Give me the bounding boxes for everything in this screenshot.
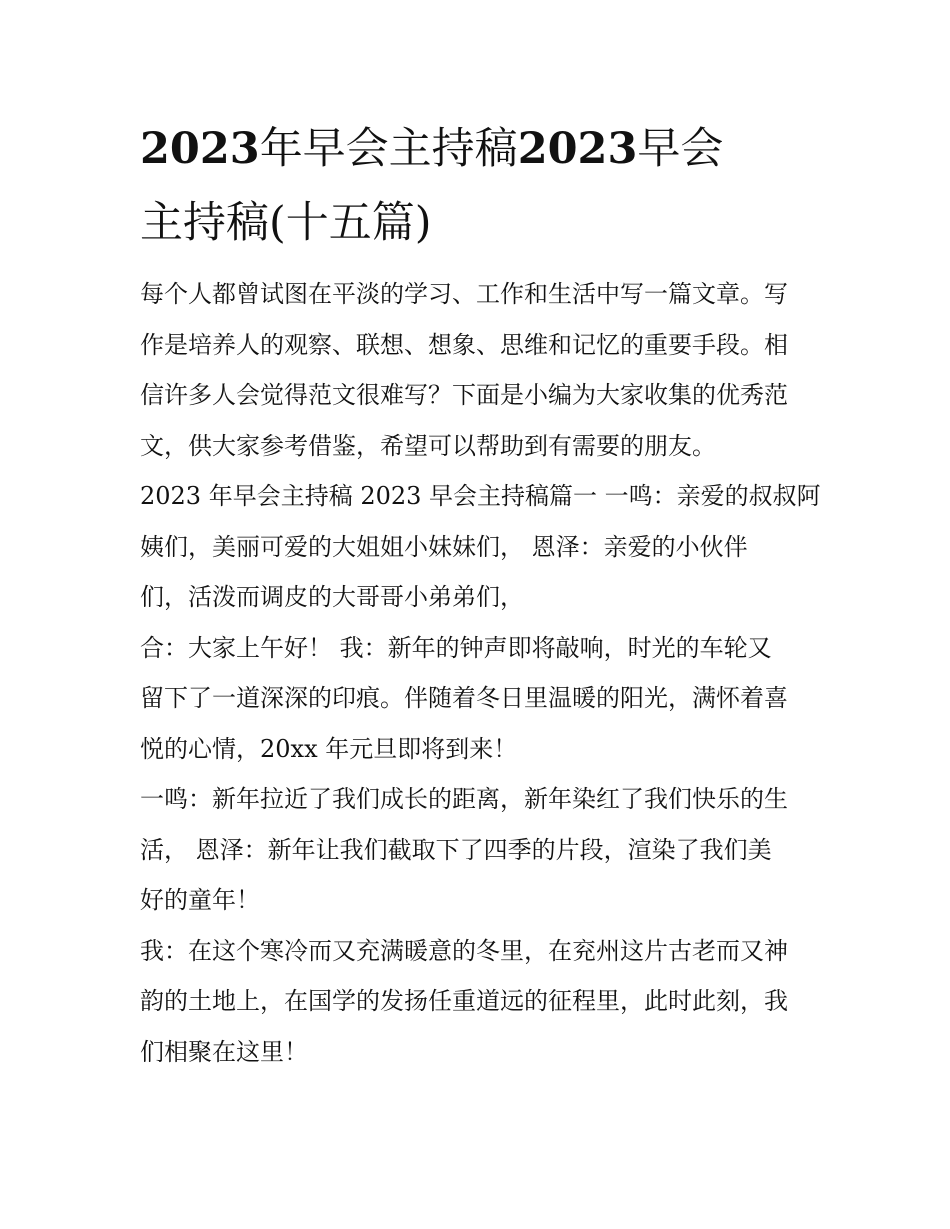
paragraph-line: 2023 年早会主持稿 2023 早会主持稿篇一 一鸣：亲爱的叔叔阿 — [140, 482, 821, 510]
document-title — [140, 112, 812, 260]
paragraph-intro — [140, 269, 812, 471]
paragraph-opening — [140, 471, 821, 623]
paragraph-line: 合：大家上午好！ 我：新年的钟声即将敲响，时光的车轮又 — [140, 633, 772, 662]
title-year: 2023 — [140, 124, 260, 174]
document-content — [140, 112, 821, 1077]
title-line-1 — [140, 112, 812, 186]
paragraph-line: 活， 恩泽：新年让我们截取下了四季的片段，渲染了我们美 — [140, 835, 772, 864]
paragraph-gathering — [140, 926, 812, 1078]
title-text: 早会 — [637, 124, 724, 174]
title-line-2: 主持稿(十五篇) — [140, 198, 432, 248]
paragraph-line: 悦的心情，20xx 年元旦即将到来！ — [140, 734, 518, 763]
paragraph-line: 姨们，美丽可爱的大姐姐小妹妹们， 恩泽：亲爱的小伙伴 — [140, 532, 748, 561]
paragraph-line: 韵的土地上，在国学的发扬任重道远的征程里，此时此刻，我 — [140, 987, 788, 1015]
title-text: 年早会主持稿 — [259, 124, 518, 174]
paragraph-line: 们相聚在这里！ — [140, 1037, 308, 1066]
paragraph-line: 一鸣：新年拉近了我们成长的距离，新年染红了我们快乐的生 — [140, 785, 788, 813]
paragraph-new-year — [140, 774, 812, 926]
paragraph-line: 好的童年！ — [140, 886, 260, 914]
paragraph-line: 留下了一道深深的印痕。伴随着冬日里温暖的阳光，满怀着喜 — [140, 684, 788, 712]
paragraph-line: 信许多人会觉得范文很难写？下面是小编为大家收集的优秀范 — [140, 381, 788, 409]
document-body — [140, 269, 821, 1077]
paragraph-line: 我：在这个寒冷而又充满暖意的冬里，在兖州这片古老而又神 — [140, 936, 788, 965]
paragraph-line: 每个人都曾试图在平淡的学习、工作和生活中写一篇文章。写 — [140, 280, 788, 308]
paragraph-line: 们，活泼而调皮的大哥哥小弟弟们， — [140, 583, 524, 611]
paragraph-line: 文，供大家参考借鉴，希望可以帮助到有需要的朋友。 — [140, 431, 716, 460]
paragraph-line: 作是培养人的观察、联想、想象、思维和记忆的重要手段。相 — [140, 330, 788, 359]
title-year: 2023 — [517, 124, 638, 174]
paragraph-greeting — [140, 623, 812, 775]
